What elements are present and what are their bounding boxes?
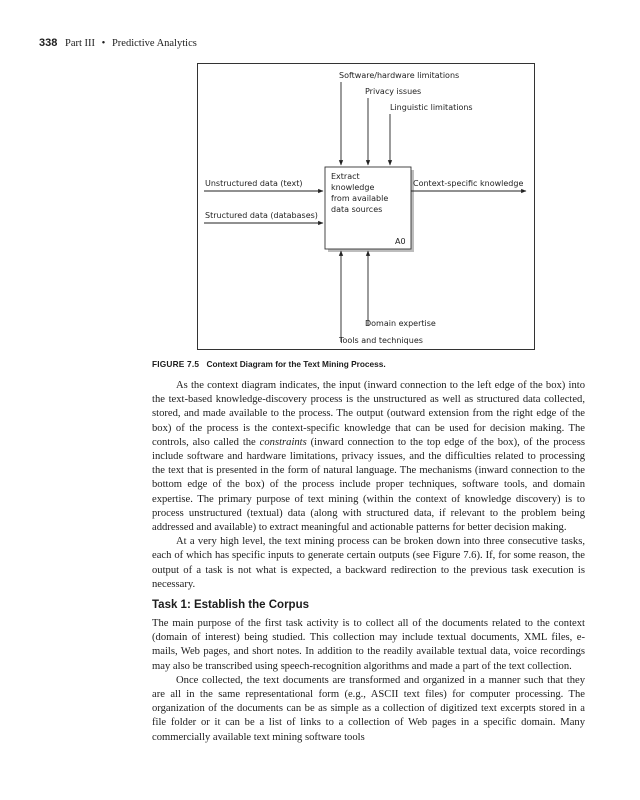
section-heading: Task 1: Establish the Corpus bbox=[152, 599, 309, 612]
output-label: Context-specific knowledge bbox=[413, 179, 524, 188]
mechanism-label-tools: Tools and techniques bbox=[339, 336, 423, 345]
paragraph-4: Once collected, the text documents are transformed and organized in a manner such that they are all in the same representational form (e.g., ASCII text files) for computer processing. The organization of the documents can be as simple as a collection of digitized text excerpts stored in a file folder or it can be a list of links to a collection of Web pages in a specific domain. Many commercially available text mining software tools bbox=[152, 674, 585, 743]
process-text-line-1: Extract bbox=[331, 172, 360, 181]
figure-caption bbox=[152, 359, 386, 369]
control-label-linguistic: Linguistic limitations bbox=[390, 103, 473, 112]
paragraph-1 bbox=[152, 379, 585, 535]
paragraph-2: At a very high level, the text mining process can be broken down into three consecutive tasks, each of which has specific inputs to generate certain outputs (see Figure 7.6). If, for some reason, the output of a task is not what is expected, a backward redirection to the previous task execution is necessary. bbox=[152, 536, 585, 590]
paragraph-1-part-b: (inward connection to the top edge of the box), of the process include software and hardware limitations, privacy issues, and the difficulties related to processing the text that is presented in the form of natural language. The mechanisms (inward connection to the bottom edge of the box) of the process include proper techniques, software tools, and domain expertise. The primary purpose of text mining (within the context of knowledge discovery) is to process unstructured (textual) data (along with structured data, if relevant to the problem being addressed and available) to extract meaningful and actionable patterns for better decision making. bbox=[152, 436, 585, 534]
body-text bbox=[152, 379, 585, 745]
figure-caption-text: Context Diagram for the Text Mining Process. bbox=[206, 359, 386, 369]
process-text-line-4: data sources bbox=[331, 205, 383, 214]
figure-number: FIGURE 7.5 bbox=[152, 359, 200, 369]
part-label: Part III bbox=[64, 38, 96, 49]
context-diagram bbox=[0, 0, 640, 360]
constraints-term: constraints bbox=[259, 436, 307, 448]
input-label-unstructured: Unstructured data (text) bbox=[205, 179, 303, 188]
paragraph-3: The main purpose of the first task activity is to collect all of the documents related to the context (domain of interest) being studied. This collection may include textual documents, XML files, e-mails, Web pages, and short notes. In addition to the readily available textual data, voice recordings may also be transcribed using speech-recognition algorithms and made a part of the text collection. bbox=[152, 618, 585, 672]
process-text-line-3: from available bbox=[331, 194, 389, 203]
process-node-label: A0 bbox=[395, 237, 406, 246]
paragraph-1-part-a: As the context diagram indicates, the input (inward connection to the left edge of the box) into the text-based knowledge-discovery process is the unstructured as well as structured data collected, stored, and made available to the process. The output (outward extension from the right edge of the box) of the process is the context-specific knowledge that can be used for decision making. The controls, also called the bbox=[152, 380, 585, 448]
header-bullet: • bbox=[101, 38, 106, 49]
process-text-line-2: knowledge bbox=[331, 183, 375, 192]
mechanism-label-domain: Domain expertise bbox=[365, 319, 436, 328]
input-label-structured: Structured data (databases) bbox=[205, 211, 318, 220]
control-label-privacy: Privacy issues bbox=[365, 87, 422, 96]
page-number: 338 bbox=[39, 37, 58, 49]
chapter-label: Predictive Analytics bbox=[111, 38, 197, 49]
control-label-software: Software/hardware limitations bbox=[339, 71, 460, 80]
